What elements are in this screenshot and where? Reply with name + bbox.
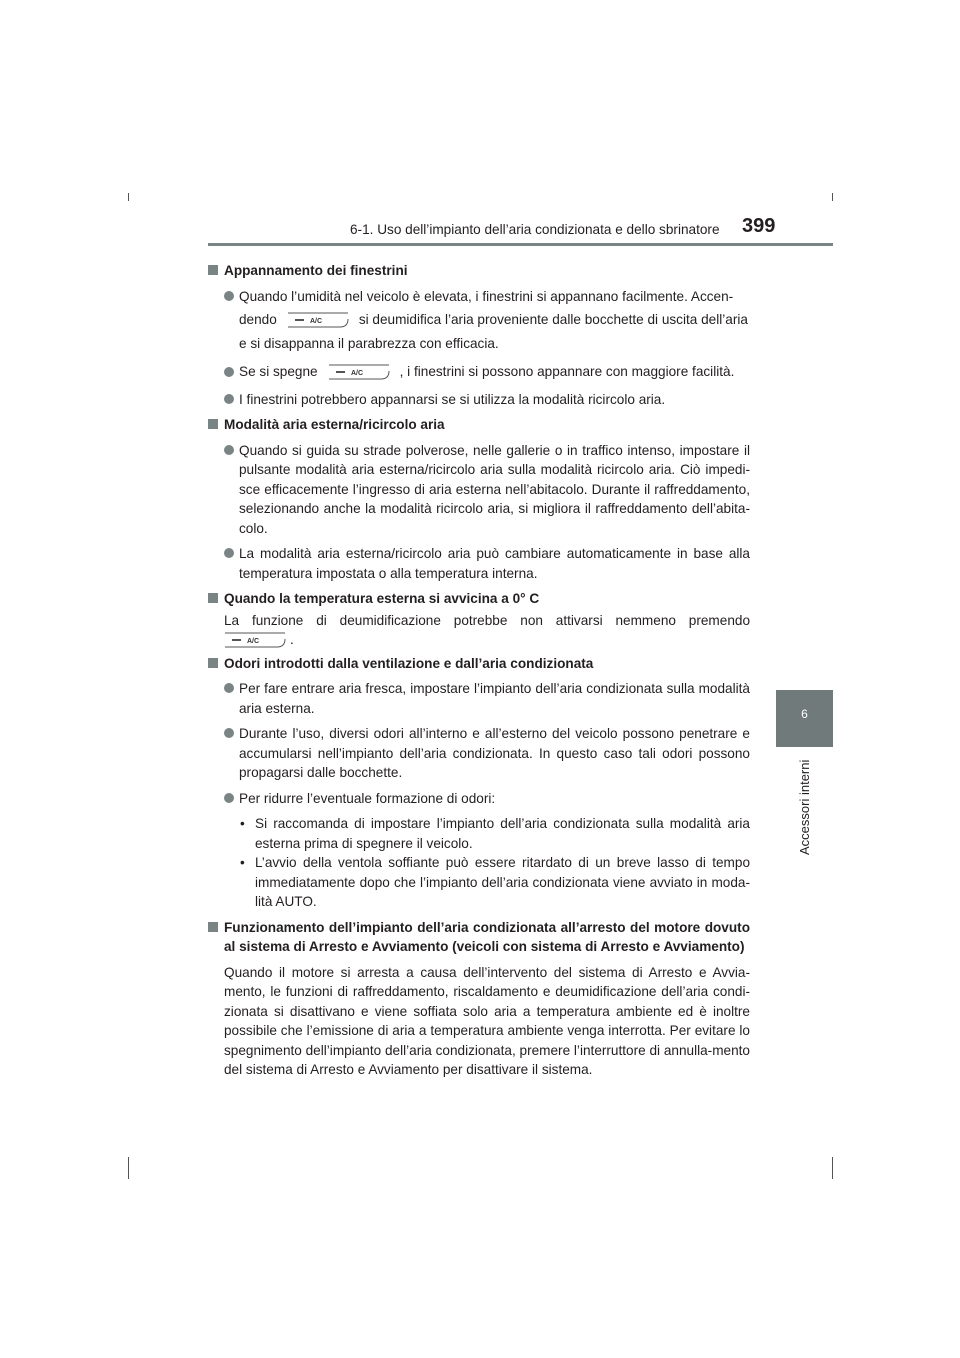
page-content bbox=[208, 258, 750, 1080]
circle-bullet-icon bbox=[224, 793, 234, 803]
ac-button-icon bbox=[328, 364, 390, 380]
chapter-title: 6-1. Uso dell’impianto dell’aria condizionata e dello sbrinatore bbox=[350, 222, 720, 237]
circle-bullet-icon bbox=[224, 445, 234, 455]
section-air-mode bbox=[208, 415, 750, 583]
svg-text:A/C: A/C bbox=[350, 369, 363, 377]
section-heading: Odori introdotti dalla ventilazione e dall’aria condizionata bbox=[208, 654, 750, 674]
crop-mark-bottom-right bbox=[832, 1157, 833, 1179]
list-item: Quando si guida su strade polverose, nelle gallerie o in traffico intenso, impostare il pulsante modalità aria esterna/ricircolo aria sulla modalità ricircolo aria. Ciò impedi-sce efficacemente l’ingresso di aria esterna nell’abitacolo. Durante il raffreddamento, selezionando anche la modalità ricircolo aria, si migliora il raffreddamento dell’abita-colo. bbox=[208, 441, 750, 539]
circle-bullet-icon bbox=[224, 728, 234, 738]
section-heading: Quando la temperatura esterna si avvicina a 0° C bbox=[208, 589, 750, 609]
square-bullet-icon bbox=[208, 419, 218, 429]
list-item: Quando l’umidità nel veicolo è elevata, i finestrini si appannano facilmente. Accen- dendo A/C si deumidifica l’aria proveniente dalle bocchette di uscita dell’aria e si disappanna il parabrezza con efficacia. bbox=[208, 287, 750, 354]
paragraph: La funzione di deumidificazione potrebbe non attivarsi nemmeno premendo bbox=[224, 612, 750, 628]
sub-list-item: • L’avvio della ventola soffiante può essere ritardato di un breve lasso di tempo immediatamente dopo che l’impianto dell’aria condizionata viene avviato in moda-lità AUTO. bbox=[240, 855, 750, 909]
square-bullet-icon bbox=[208, 922, 218, 932]
section-fogging bbox=[208, 261, 750, 409]
list-item: Durante l’uso, diversi odori all’interno e all’esterno del veicolo possono penetrare e accumularsi nell’impianto dell’aria condizionata. In questo caso tali odori possono propagarsi dalle bocchette. bbox=[208, 724, 750, 783]
sub-list-item: • Si raccomanda di impostare l’impianto dell’aria condizionata sulla modalità aria esterna prima di spegnere il veicolo. bbox=[240, 816, 750, 851]
section-heading: Appannamento dei finestrini bbox=[208, 261, 750, 281]
square-bullet-icon bbox=[208, 658, 218, 668]
ac-button-icon bbox=[224, 632, 286, 648]
section-stop-start bbox=[208, 918, 750, 1080]
section-heading: Modalità aria esterna/ricircolo aria bbox=[208, 415, 750, 435]
crop-mark-top-left bbox=[128, 193, 129, 201]
section-odors bbox=[208, 654, 750, 912]
circle-bullet-icon bbox=[224, 683, 234, 693]
chapter-tab bbox=[776, 690, 833, 747]
list-item: Se si spegne A/C , i finestrini si possono appannare con maggiore facilità. bbox=[208, 358, 750, 386]
section-heading: Funzionamento dell’impianto dell’aria condizionata all’arresto del motore dovuto al sistema di Arresto e Avviamento (veicoli con sistema di Arresto e Avviamento) bbox=[208, 918, 750, 957]
circle-bullet-icon bbox=[224, 548, 234, 558]
paragraph: Quando il motore si arresta a causa dell’intervento del sistema di Arresto e Avvia-mento, le funzioni di raffreddamento, riscaldamento e deumidificazione dell’aria condi-zionata si disattivano e viene soffiata solo aria a temperatura ambiente ed è inoltre possibile che l’emissione di aria a temperatura ambiente venga interrotta. Per evitare lo spegnimento dell’impianto dell’aria condizionata, premere l’interruttore di annulla-mento del sistema di Arresto e Avviamento per disattivare il sistema. bbox=[224, 964, 750, 1077]
ac-button-icon bbox=[287, 312, 349, 328]
chapter-tab-number: 6 bbox=[801, 707, 808, 721]
list-item: I finestrini potrebbero appannarsi se si utilizza la modalità ricircolo aria. bbox=[208, 390, 750, 410]
crop-mark-bottom-left bbox=[128, 1157, 129, 1179]
square-bullet-icon bbox=[208, 265, 218, 275]
svg-text:A/C: A/C bbox=[247, 638, 260, 646]
chapter-tab-label: Accessori interni bbox=[797, 760, 812, 856]
section-low-temperature: Quando la temperatura esterna si avvicina a 0° C La funzione di deumidificazione potrebbe non attivarsi nemmeno premendo A/C . bbox=[208, 589, 750, 650]
crop-mark-top-right bbox=[832, 193, 833, 201]
circle-bullet-icon bbox=[224, 291, 234, 301]
circle-bullet-icon bbox=[224, 394, 234, 404]
svg-text:A/C: A/C bbox=[309, 318, 322, 326]
header-rule bbox=[208, 243, 833, 246]
list-item: La modalità aria esterna/ricircolo aria può cambiare automaticamente in base alla temperatura impostata o alla temperatura interna. bbox=[208, 544, 750, 583]
page-number: 399 bbox=[742, 215, 776, 237]
list-item: Per fare entrare aria fresca, impostare l’impianto dell’aria condizionata sulla modalità aria esterna. bbox=[208, 679, 750, 718]
list-item: Per ridurre l’eventuale formazione di odori: bbox=[208, 789, 750, 809]
square-bullet-icon bbox=[208, 593, 218, 603]
circle-bullet-icon bbox=[224, 367, 234, 377]
